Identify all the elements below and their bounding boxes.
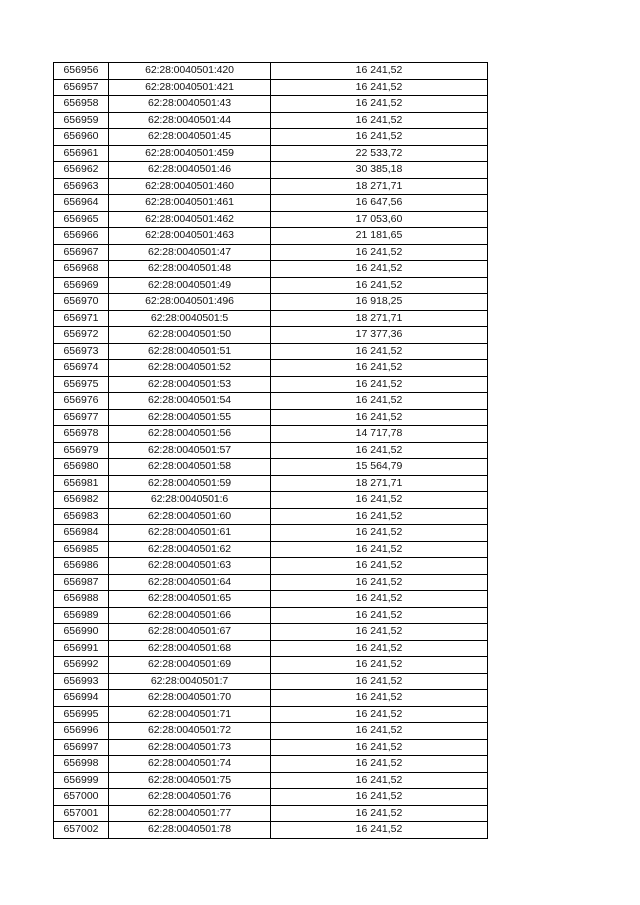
- row-number-cell: 656961: [54, 145, 109, 162]
- cadastral-number-cell: 62:28:0040501:76: [109, 789, 271, 806]
- cadastral-value-cell: 16 241,52: [271, 63, 488, 80]
- table-row: [54, 640, 488, 657]
- table-row: [54, 277, 488, 294]
- cadastral-number-cell: 62:28:0040501:46: [109, 162, 271, 179]
- row-number-cell: 656967: [54, 244, 109, 261]
- table-row: [54, 475, 488, 492]
- table-row: [54, 739, 488, 756]
- cadastral-number-cell: 62:28:0040501:462: [109, 211, 271, 228]
- cadastral-value-cell: 16 241,52: [271, 723, 488, 740]
- row-number-cell: 656957: [54, 79, 109, 96]
- row-number-cell: 656998: [54, 756, 109, 773]
- cadastral-value-cell: 16 241,52: [271, 409, 488, 426]
- cadastral-number-cell: 62:28:0040501:70: [109, 690, 271, 707]
- table-row: [54, 789, 488, 806]
- row-number-cell: 657000: [54, 789, 109, 806]
- table-row: [54, 772, 488, 789]
- table-row: [54, 162, 488, 179]
- cadastral-number-cell: 62:28:0040501:43: [109, 96, 271, 113]
- row-number-cell: 657002: [54, 822, 109, 839]
- cadastral-number-cell: 62:28:0040501:67: [109, 624, 271, 641]
- cadastral-value-cell: 18 271,71: [271, 475, 488, 492]
- cadastral-value-cell: 16 241,52: [271, 789, 488, 806]
- cadastral-number-cell: 62:28:0040501:61: [109, 525, 271, 542]
- row-number-cell: 656968: [54, 261, 109, 278]
- row-number-cell: 656974: [54, 360, 109, 377]
- table-row: [54, 310, 488, 327]
- row-number-cell: 656978: [54, 426, 109, 443]
- row-number-cell: 656966: [54, 228, 109, 245]
- cadastral-value-cell: 16 241,52: [271, 393, 488, 410]
- cadastral-number-cell: 62:28:0040501:57: [109, 442, 271, 459]
- row-number-cell: 656982: [54, 492, 109, 509]
- cadastral-number-cell: 62:28:0040501:75: [109, 772, 271, 789]
- cadastral-value-cell: 16 918,25: [271, 294, 488, 311]
- row-number-cell: 656985: [54, 541, 109, 558]
- table-row: [54, 327, 488, 344]
- cadastral-number-cell: 62:28:0040501:459: [109, 145, 271, 162]
- row-number-cell: 656984: [54, 525, 109, 542]
- cadastral-number-cell: 62:28:0040501:78: [109, 822, 271, 839]
- table-row: [54, 376, 488, 393]
- row-number-cell: 656971: [54, 310, 109, 327]
- cadastral-value-cell: 30 385,18: [271, 162, 488, 179]
- cadastral-value-cell: 16 241,52: [271, 343, 488, 360]
- table-row: [54, 195, 488, 212]
- row-number-cell: 656994: [54, 690, 109, 707]
- cadastral-value-table: [53, 62, 488, 839]
- cadastral-value-cell: 16 241,52: [271, 492, 488, 509]
- table-row: [54, 112, 488, 129]
- row-number-cell: 656963: [54, 178, 109, 195]
- row-number-cell: 656980: [54, 459, 109, 476]
- table-row: [54, 360, 488, 377]
- cadastral-value-cell: 16 241,52: [271, 657, 488, 674]
- table-row: [54, 574, 488, 591]
- cadastral-number-cell: 62:28:0040501:49: [109, 277, 271, 294]
- row-number-cell: 656979: [54, 442, 109, 459]
- cadastral-value-cell: 16 241,52: [271, 360, 488, 377]
- cadastral-number-cell: 62:28:0040501:59: [109, 475, 271, 492]
- cadastral-number-cell: 62:28:0040501:60: [109, 508, 271, 525]
- cadastral-value-cell: 16 241,52: [271, 673, 488, 690]
- table-row: [54, 79, 488, 96]
- table-row: [54, 492, 488, 509]
- table-row: [54, 244, 488, 261]
- cadastral-number-cell: 62:28:0040501:45: [109, 129, 271, 146]
- cadastral-value-cell: 15 564,79: [271, 459, 488, 476]
- cadastral-number-cell: 62:28:0040501:63: [109, 558, 271, 575]
- row-number-cell: 657001: [54, 805, 109, 822]
- table-row: [54, 343, 488, 360]
- table-row: [54, 558, 488, 575]
- cadastral-value-cell: 16 241,52: [271, 508, 488, 525]
- row-number-cell: 656960: [54, 129, 109, 146]
- cadastral-number-cell: 62:28:0040501:58: [109, 459, 271, 476]
- cadastral-number-cell: 62:28:0040501:64: [109, 574, 271, 591]
- table-row: [54, 393, 488, 410]
- row-number-cell: 656977: [54, 409, 109, 426]
- cadastral-number-cell: 62:28:0040501:51: [109, 343, 271, 360]
- cadastral-number-cell: 62:28:0040501:463: [109, 228, 271, 245]
- table-row: [54, 508, 488, 525]
- cadastral-number-cell: 62:28:0040501:6: [109, 492, 271, 509]
- cadastral-value-cell: 16 241,52: [271, 261, 488, 278]
- table-row: [54, 822, 488, 839]
- table-row: [54, 607, 488, 624]
- row-number-cell: 656995: [54, 706, 109, 723]
- cadastral-number-cell: 62:28:0040501:420: [109, 63, 271, 80]
- table-row: [54, 756, 488, 773]
- cadastral-value-cell: 16 241,52: [271, 574, 488, 591]
- table-row: [54, 96, 488, 113]
- cadastral-value-cell: 16 241,52: [271, 442, 488, 459]
- cadastral-value-cell: 16 241,52: [271, 624, 488, 641]
- cadastral-value-cell: 16 241,52: [271, 756, 488, 773]
- row-number-cell: 656962: [54, 162, 109, 179]
- row-number-cell: 656996: [54, 723, 109, 740]
- row-number-cell: 656976: [54, 393, 109, 410]
- row-number-cell: 656959: [54, 112, 109, 129]
- cadastral-value-cell: 16 241,52: [271, 706, 488, 723]
- table-row: [54, 261, 488, 278]
- cadastral-value-cell: 16 241,52: [271, 822, 488, 839]
- cadastral-value-cell: 16 241,52: [271, 525, 488, 542]
- row-number-cell: 656973: [54, 343, 109, 360]
- table-row: [54, 706, 488, 723]
- row-number-cell: 656999: [54, 772, 109, 789]
- cadastral-number-cell: 62:28:0040501:50: [109, 327, 271, 344]
- table-row: [54, 673, 488, 690]
- cadastral-value-cell: 18 271,71: [271, 178, 488, 195]
- table-row: [54, 690, 488, 707]
- cadastral-number-cell: 62:28:0040501:421: [109, 79, 271, 96]
- cadastral-value-cell: 14 717,78: [271, 426, 488, 443]
- cadastral-number-cell: 62:28:0040501:65: [109, 591, 271, 608]
- table-row: [54, 228, 488, 245]
- cadastral-value-cell: 16 241,52: [271, 591, 488, 608]
- row-number-cell: 656965: [54, 211, 109, 228]
- row-number-cell: 656992: [54, 657, 109, 674]
- cadastral-number-cell: 62:28:0040501:53: [109, 376, 271, 393]
- row-number-cell: 656989: [54, 607, 109, 624]
- row-number-cell: 656983: [54, 508, 109, 525]
- cadastral-value-cell: 16 241,52: [271, 129, 488, 146]
- row-number-cell: 656988: [54, 591, 109, 608]
- row-number-cell: 656990: [54, 624, 109, 641]
- cadastral-value-cell: 21 181,65: [271, 228, 488, 245]
- table-row: [54, 657, 488, 674]
- table-row: [54, 624, 488, 641]
- cadastral-number-cell: 62:28:0040501:62: [109, 541, 271, 558]
- cadastral-value-cell: 16 241,52: [271, 739, 488, 756]
- cadastral-value-cell: 17 377,36: [271, 327, 488, 344]
- table-row: [54, 178, 488, 195]
- cadastral-value-cell: 16 241,52: [271, 96, 488, 113]
- cadastral-value-cell: 16 241,52: [271, 112, 488, 129]
- cadastral-value-cell: 16 241,52: [271, 79, 488, 96]
- table-row: [54, 145, 488, 162]
- row-number-cell: 656972: [54, 327, 109, 344]
- table-row: [54, 541, 488, 558]
- row-number-cell: 656987: [54, 574, 109, 591]
- table-row: [54, 591, 488, 608]
- table-row: [54, 211, 488, 228]
- row-number-cell: 656986: [54, 558, 109, 575]
- table-row: [54, 426, 488, 443]
- cadastral-number-cell: 62:28:0040501:68: [109, 640, 271, 657]
- cadastral-value-cell: 16 241,52: [271, 244, 488, 261]
- cadastral-number-cell: 62:28:0040501:460: [109, 178, 271, 195]
- cadastral-value-cell: 16 241,52: [271, 640, 488, 657]
- table-row: [54, 525, 488, 542]
- cadastral-number-cell: 62:28:0040501:71: [109, 706, 271, 723]
- row-number-cell: 656981: [54, 475, 109, 492]
- cadastral-value-cell: 16 241,52: [271, 277, 488, 294]
- cadastral-number-cell: 62:28:0040501:47: [109, 244, 271, 261]
- cadastral-number-cell: 62:28:0040501:77: [109, 805, 271, 822]
- cadastral-value-cell: 16 647,56: [271, 195, 488, 212]
- cadastral-number-cell: 62:28:0040501:44: [109, 112, 271, 129]
- cadastral-number-cell: 62:28:0040501:72: [109, 723, 271, 740]
- row-number-cell: 656964: [54, 195, 109, 212]
- table-row: [54, 805, 488, 822]
- cadastral-value-cell: 16 241,52: [271, 690, 488, 707]
- cadastral-value-cell: 16 241,52: [271, 376, 488, 393]
- cadastral-value-cell: 16 241,52: [271, 607, 488, 624]
- cadastral-value-cell: 16 241,52: [271, 558, 488, 575]
- cadastral-number-cell: 62:28:0040501:48: [109, 261, 271, 278]
- row-number-cell: 656969: [54, 277, 109, 294]
- row-number-cell: 656991: [54, 640, 109, 657]
- cadastral-number-cell: 62:28:0040501:56: [109, 426, 271, 443]
- cadastral-value-cell: 16 241,52: [271, 772, 488, 789]
- table-row: [54, 294, 488, 311]
- cadastral-number-cell: 62:28:0040501:66: [109, 607, 271, 624]
- cadastral-number-cell: 62:28:0040501:55: [109, 409, 271, 426]
- cadastral-value-cell: 16 241,52: [271, 805, 488, 822]
- cadastral-number-cell: 62:28:0040501:73: [109, 739, 271, 756]
- cadastral-number-cell: 62:28:0040501:54: [109, 393, 271, 410]
- cadastral-number-cell: 62:28:0040501:461: [109, 195, 271, 212]
- cadastral-number-cell: 62:28:0040501:5: [109, 310, 271, 327]
- cadastral-number-cell: 62:28:0040501:7: [109, 673, 271, 690]
- row-number-cell: 656956: [54, 63, 109, 80]
- table-body: [54, 63, 488, 839]
- cadastral-number-cell: 62:28:0040501:52: [109, 360, 271, 377]
- cadastral-number-cell: 62:28:0040501:496: [109, 294, 271, 311]
- row-number-cell: 656975: [54, 376, 109, 393]
- row-number-cell: 656970: [54, 294, 109, 311]
- row-number-cell: 656958: [54, 96, 109, 113]
- cadastral-value-cell: 18 271,71: [271, 310, 488, 327]
- cadastral-value-cell: 16 241,52: [271, 541, 488, 558]
- table-row: [54, 409, 488, 426]
- cadastral-number-cell: 62:28:0040501:69: [109, 657, 271, 674]
- table-row: [54, 63, 488, 80]
- table-row: [54, 723, 488, 740]
- table-row: [54, 129, 488, 146]
- table-row: [54, 459, 488, 476]
- row-number-cell: 656997: [54, 739, 109, 756]
- table-row: [54, 442, 488, 459]
- row-number-cell: 656993: [54, 673, 109, 690]
- cadastral-number-cell: 62:28:0040501:74: [109, 756, 271, 773]
- cadastral-value-cell: 17 053,60: [271, 211, 488, 228]
- cadastral-value-cell: 22 533,72: [271, 145, 488, 162]
